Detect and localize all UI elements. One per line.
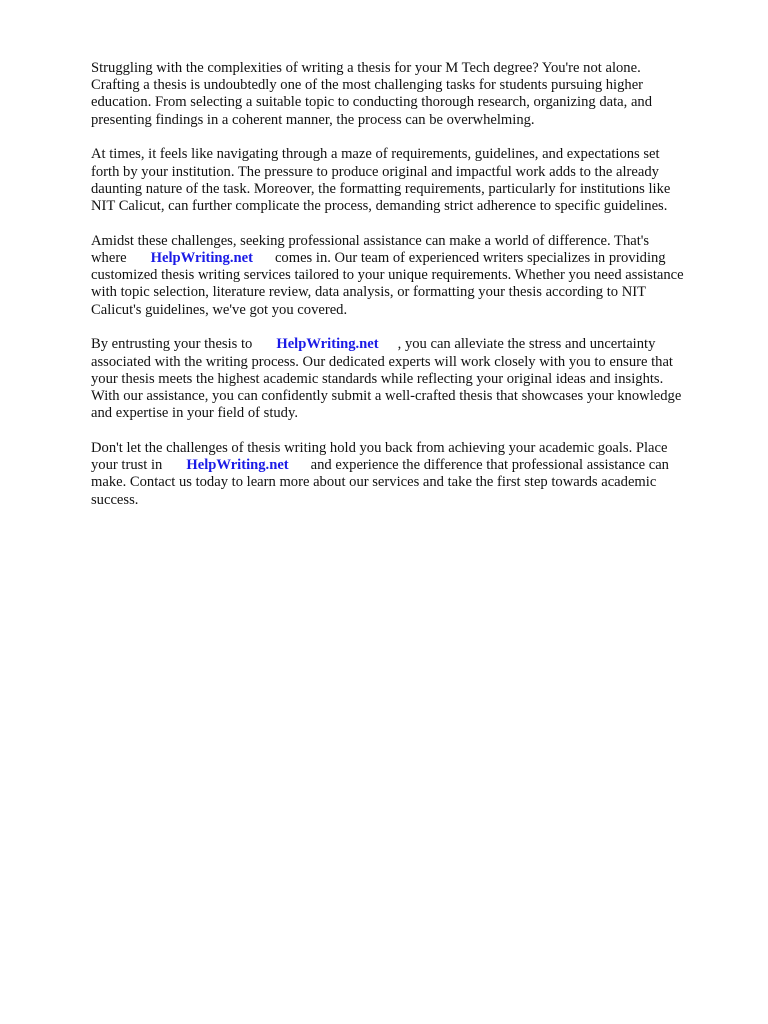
text-line: Don't let the challenges of thesis writing hold you back from achieving your academic goals. Place [91,440,668,457]
text-line: Struggling with the complexities of writing a thesis for your M Tech degree? You're not alone. [91,60,641,76]
paragraph-intro [91,60,731,129]
text-line: NIT Calicut, can further complicate the process, demanding strict adherence to specific guidelines. [91,198,668,215]
text-fragment: your trust in [91,457,163,474]
document-body [91,60,731,526]
text-line: your thesis meets the highest academic standards while reflecting your original ideas and insights. [91,370,664,387]
text-fragment: comes in. Our team of experienced writers specializes in providing [274,250,666,267]
text-fragment: , you can alleviate the stress and uncertainty [397,336,656,353]
text-line: Amidst these challenges, seeking professional assistance can make a world of difference. That's [91,232,650,249]
text-line: At times, it feels like navigating through a maze of requirements, guidelines, and expectations set [91,146,660,163]
text-line-with-link [91,457,731,474]
text-line-with-link [91,250,731,267]
helpwriting-link[interactable]: HelpWriting.net [186,457,289,474]
text-line: make. Contact us today to learn more about our services and take the first step towards academic [91,474,657,491]
paragraph-pressure [91,146,731,215]
text-line-with-link [91,336,731,353]
paragraph-entrusting [91,336,731,422]
text-line: education. From selecting a suitable topic to conducting thorough research, organizing data, and [91,94,653,111]
paragraph-closing [91,440,731,509]
text-line: With our assistance, you can confidently submit a well-crafted thesis that showcases your knowledge [91,388,682,405]
text-line: and expertise in your field of study. [91,405,298,422]
helpwriting-link[interactable]: HelpWriting.net [276,336,379,353]
text-fragment: and experience the difference that professional assistance can [310,457,669,474]
paragraph-assistance [91,233,731,319]
text-line: with topic selection, literature review, data analysis, or formatting your thesis according to NIT [91,284,647,301]
text-line: associated with the writing process. Our dedicated experts will work closely with you to ensure that [91,353,673,370]
text-line: Crafting a thesis is undoubtedly one of the most challenging tasks for students pursuing higher [91,77,644,94]
text-line: customized thesis writing services tailored to your unique requirements. Whether you need assistance [91,267,684,284]
text-fragment: where [91,250,127,267]
text-line: success. [91,491,139,508]
text-fragment: By entrusting your thesis to [91,336,253,353]
text-line: forth by your institution. The pressure to produce original and impactful work adds to the already [91,163,659,180]
text-line: daunting nature of the task. Moreover, the formatting requirements, particularly for institutions like [91,180,671,197]
text-line: presenting findings in a coherent manner, the process can be overwhelming. [91,111,535,128]
helpwriting-link[interactable]: HelpWriting.net [150,250,253,267]
text-line: Calicut's guidelines, we've got you covered. [91,301,348,318]
